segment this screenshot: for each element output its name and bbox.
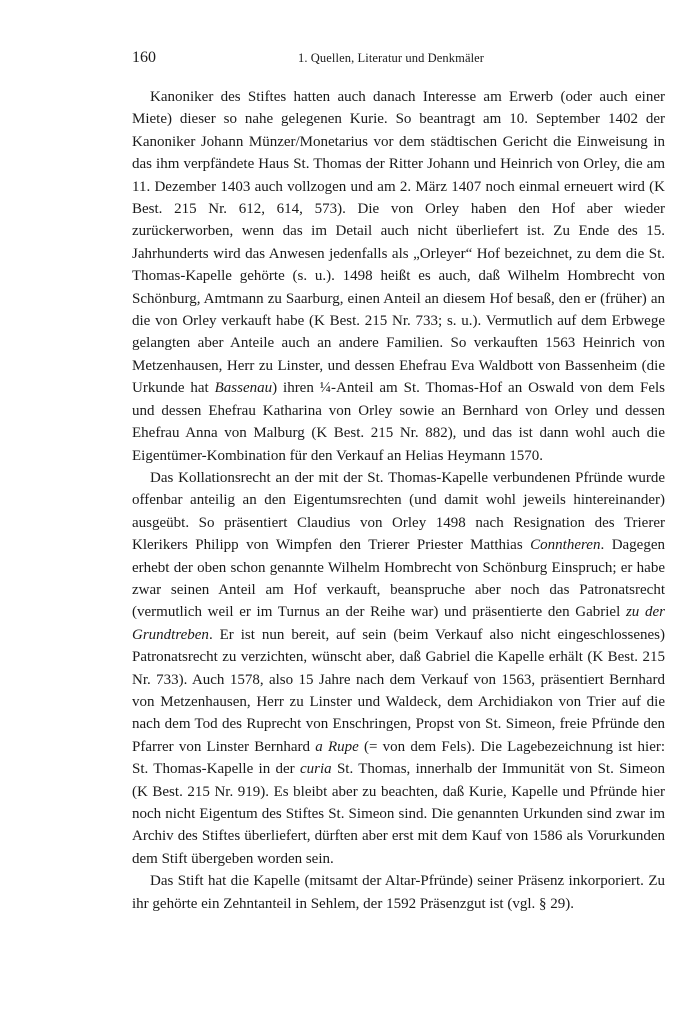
paragraph bbox=[132, 870, 665, 915]
text-run: St. Thomas, innerhalb der Immunität von St. Simeon (K Best. 215 Nr. 919). Es bleibt aber zu beachten, daß Kurie, Kapelle und Pfründe hier noch nicht Eigentum des Stiftes St. Simeon sind. Die genannten Urkunden sind zwar im Archiv des Stiftes überliefert, dürften aber erst mit dem Kauf von 1586 als Vorurkunden dem Stift übergeben worden sein. bbox=[132, 761, 665, 867]
text-run: . Er ist nun bereit, auf sein (beim Verkauf also nicht eingeschlossenes) Patronatsrecht zu verzichten, wünscht aber, daß Gabriel die Kapelle erhält (K Best. 215 Nr. 733). Auch 1578, also 15 Jahre nach dem Verkauf von 1563, präsentiert Bernhard von Metzenhausen, Herr zu Linster und Waldeck, dem Archidiakon von Trier auf die nach dem Tod des Ruprecht von Enschringen, Propst von St. Simeon, freie Pfründe den Pfarrer von Linster Bernhard bbox=[132, 626, 665, 755]
text-run: Das Kollationsrecht an der mit der St. Thomas-Kapelle verbundenen Pfründe wurde offenbar anteilig an den Eigentumsrechten (und damit wohl jeweils hintereinander) ausgeübt. So präsentiert Claudius von Orley 1498 nach Resignation des Trierer Klerikers Philipp von Wimpfen den Trierer Priester Matthias bbox=[132, 469, 665, 554]
paragraph bbox=[132, 86, 665, 467]
italic-run: curia bbox=[299, 761, 332, 778]
page-header bbox=[132, 49, 665, 69]
italic-run: a Rupe bbox=[315, 738, 359, 755]
text-run: Das Stift hat die Kapelle (mitsamt der Altar-Pfründe) seiner Präsenz inkorporiert. Zu ihr gehörte ein Zehntanteil in Sehlem, der 1592 Präsenzgut ist (vgl. § 29). bbox=[132, 873, 665, 912]
italic-run: Bassenau bbox=[214, 380, 273, 397]
running-head: 1. Quellen, Literatur und Denkmäler bbox=[298, 51, 485, 65]
italic-run: zu der Grundtreben bbox=[132, 604, 665, 643]
text-run: (= von dem Fels). Die Lagebezeichnung ist hier: St. Thomas-Kapelle in der bbox=[132, 738, 666, 778]
text-run: ) ihren ¼-Anteil am St. Thomas-Hof an Oswald von dem Fels und dessen Ehefrau Katharina von Orley sowie an Bernhard von Orley und dessen Ehefrau Anna von Malburg (K Best. 215 Nr. 882), und das ist dann wohl auch die Eigentümer-Kombination für den Verkauf an Helias Heymann 1570. bbox=[132, 380, 665, 464]
text-run: Kanoniker des Stiftes hatten auch danach Interesse am Erwerb (oder auch einer Miete) dieser so nahe gelegenen Kurie. So beantragt am 10. September 1402 der Kanoniker Johann Münzer/Monetarius vor dem städtischen Gericht die Einweisung in das ihm verpfändete Haus St. Thomas der Ritter Johann und Heinrich von Orley, die am 11. Dezember 1403 auch vollzogen und am 2. März 1407 noch einmal erneuert wird (K Best. 215 Nr. 612, 614, 573). Die von Orley haben den Hof aber wieder zurückerworben, wenn das im Detail auch nicht überliefert ist. Zu Ende des 15. Jahrhunderts wird das Anwesen jedenfalls als „Orleyer“ Hof bezeichnet, zu dem die St. Thomas-Kapelle gehörte (s. u.). 1498 heißt es auch, daß Wilhelm Hombrecht von Schönburg, Amtmann zu Saarburg, einen Anteil an diesem Hof besaß, den er (früher) an die von Orley verkauft habe (K Best. 215 Nr. 733; s. u.). Vermutlich auf dem Erbwege gelangten aber Anteile auch an andere Familien. So verkauften 1563 Heinrich von Metzenhausen, Herr zu Linster, und dessen Ehefrau Eva Waldbott von Bassenheim (die Urkunde hat bbox=[132, 89, 665, 397]
paragraph bbox=[132, 467, 665, 870]
page-number: 160 bbox=[132, 49, 156, 66]
italic-run: Conntheren bbox=[530, 537, 601, 554]
body-text bbox=[132, 86, 665, 915]
text-run: . Dagegen erhebt der oben schon genannte Wilhelm Hombrecht von Schönburg Einspruch; er habe zwar seinen Anteil am Hof verkauft, beanspruche aber noch das Patronatsrecht (vermutlich weil er im Turnus an der Reihe war) und präsentierte den Gabriel bbox=[132, 537, 666, 621]
